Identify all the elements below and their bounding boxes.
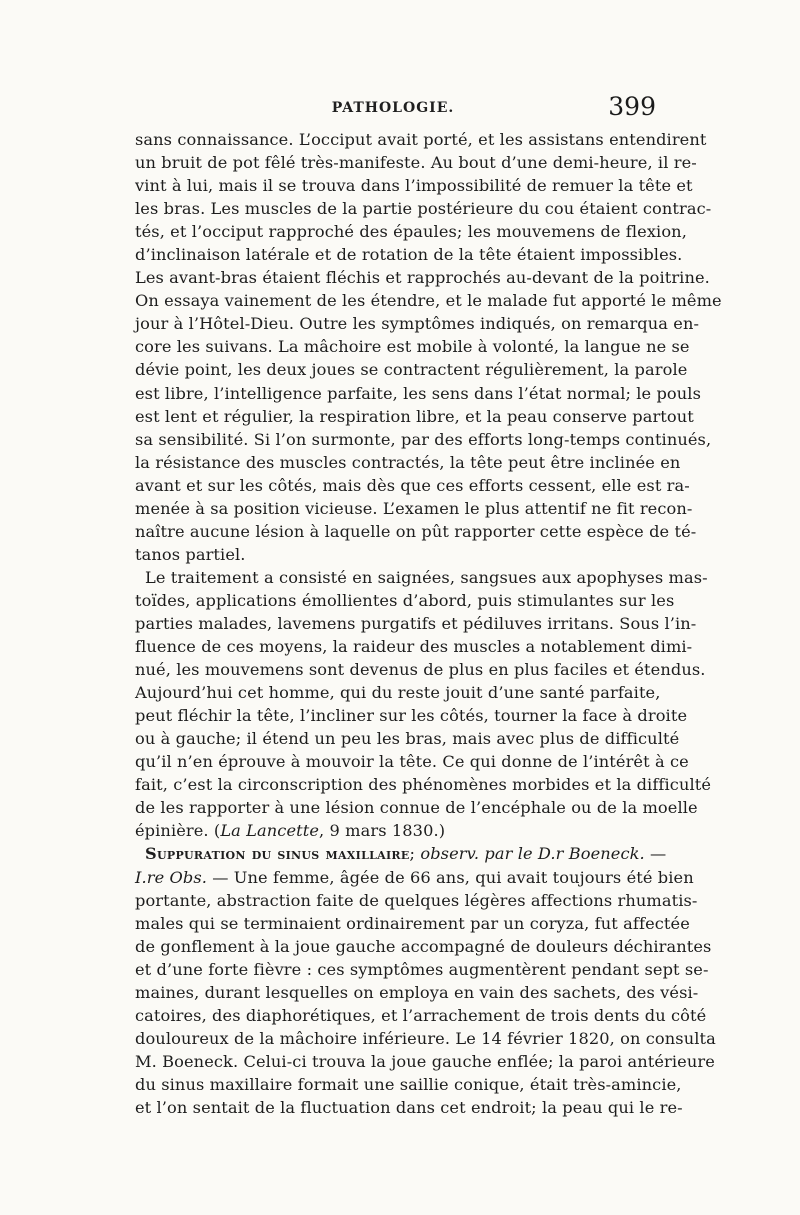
text-line: tés, et l’occiput rapproché des épaules; les mouvemens de flexion,	[135, 222, 687, 242]
text-line: catoires, des diaphorétiques, et l’arrachement de trois dents du côté	[135, 1005, 707, 1025]
text-line: qu’il n’en éprouve à mouvoir la tête. Ce qui donne de l’intérêt à ce	[135, 752, 689, 772]
text-line: douloureux de la mâchoire inférieure. Le 14 février 1820, on consulta	[135, 1028, 716, 1048]
text-span: , 9 mars 1830.)	[319, 821, 446, 841]
text-line: un bruit de pot fêlé très-manifeste. Au bout d’une demi-heure, il re-	[135, 153, 697, 173]
text-line: est lent et régulier, la respiration libre, et la peau conserve partout	[135, 406, 694, 426]
text-line: menée à sa position vicieuse. L’examen le plus attentif ne fit recon-	[135, 498, 693, 518]
section-heading-line	[135, 842, 667, 865]
text-span: épinière. (	[135, 821, 221, 841]
text-line: naître aucune lésion à laquelle on pût rapporter cette espèce de té-	[135, 521, 697, 541]
text-line	[135, 866, 694, 889]
section-heading: Suppuration du sinus maxillaire	[145, 844, 410, 864]
text-line: avant et sur les côtés, mais dès que ces efforts cessent, elle est ra-	[135, 475, 690, 495]
text-line: males qui se terminaient ordinairement par un coryza, fut affectée	[135, 913, 690, 933]
text-line: dévie point, les deux joues se contractent régulièrement, la parole	[135, 360, 688, 380]
text-line: nué, les mouvemens sont devenus de plus en plus faciles et étendus.	[135, 660, 706, 680]
text-line: portante, abstraction faite de quelques légères affections rhumatis-	[135, 890, 698, 910]
text-line: la résistance des muscles contractés, la tête peut être inclinée en	[135, 452, 681, 472]
text-span: —	[644, 844, 667, 864]
observation-author: observ. par le D.r Boeneck.	[420, 844, 645, 864]
text-line: vint à lui, mais il se trouva dans l’impossibilité de remuer la tête et	[135, 176, 693, 196]
text-span: — Une femme, âgée de 66 ans, qui avait toujours été bien	[207, 867, 694, 887]
text-line: fluence de ces moyens, la raideur des muscles a notablement dimi-	[135, 637, 693, 657]
text-line: peut fléchir la tête, l’incliner sur les côtés, tourner la face à droite	[135, 706, 688, 726]
text-line: toïdes, applications émollientes d’abord, puis stimulantes sur les	[135, 590, 675, 610]
text-line: tanos partiel.	[135, 544, 246, 564]
running-head	[130, 92, 656, 126]
text-line: fait, c’est la circonscription des phénomènes morbides et la difficulté	[135, 775, 712, 795]
text-line: est libre, l’intelligence parfaite, les sens dans l’état normal; le pouls	[135, 383, 701, 403]
observation-number: I.re Obs.	[135, 867, 207, 887]
text-line: les bras. Les muscles de la partie postérieure du cou étaient contrac-	[135, 199, 712, 219]
journal-title: La Lancette	[220, 821, 320, 841]
body-text	[135, 128, 722, 1119]
text-line	[135, 819, 655, 842]
text-line: jour à l’Hôtel-Dieu. Outre les symptômes indiqués, on remarqua en-	[135, 314, 700, 334]
text-line: du sinus maxillaire formait une saillie conique, était très-amincie,	[135, 1074, 682, 1094]
text-line: et l’on sentait de la fluctuation dans cet endroit; la peau qui le re-	[135, 1097, 683, 1117]
text-line: d’inclinaison latérale et de rotation de la tête étaient impossibles.	[135, 245, 683, 265]
text-line: sans connaissance. L’occiput avait porté, et les assistans entendirent	[135, 130, 707, 149]
text-line: On essaya vainement de les étendre, et le malade fut apporté le même	[135, 291, 722, 311]
text-line: de les rapporter à une lésion connue de l’encéphale ou de la moelle	[135, 798, 698, 818]
text-line: maines, durant lesquelles on employa en vain des sachets, des vési-	[135, 982, 699, 1002]
text-line: ou à gauche; il étend un peu les bras, mais avec plus de difficulté	[135, 729, 680, 749]
text-line: et d’une forte fièvre : ces symptômes augmentèrent pendant sept se-	[135, 959, 709, 979]
text-line: sa sensibilité. Si l’on surmonte, par des efforts long-temps continués,	[135, 429, 712, 449]
text-line: M. Boeneck. Celui-ci trouva la joue gauche enflée; la paroi antérieure	[135, 1051, 715, 1071]
page-number: 399	[608, 92, 656, 121]
text-line: Aujourd’hui cet homme, qui du reste jouit d’une santé parfaite,	[135, 683, 661, 703]
running-title: PATHOLOGIE.	[331, 100, 455, 116]
text-line: core les suivans. La mâchoire est mobile à volonté, la langue ne se	[135, 337, 690, 357]
text-line: Les avant-bras étaient fléchis et rapprochés au-devant de la poitrine.	[135, 268, 710, 288]
text-line: Le traitement a consisté en saignées, sangsues aux apophyses mas-	[145, 567, 708, 587]
text-line: parties malades, lavemens purgatifs et pédiluves irritans. Sous l’in-	[135, 613, 697, 633]
text-span: ;	[409, 844, 421, 864]
text-line: de gonflement à la joue gauche accompagné de douleurs déchirantes	[135, 936, 712, 956]
